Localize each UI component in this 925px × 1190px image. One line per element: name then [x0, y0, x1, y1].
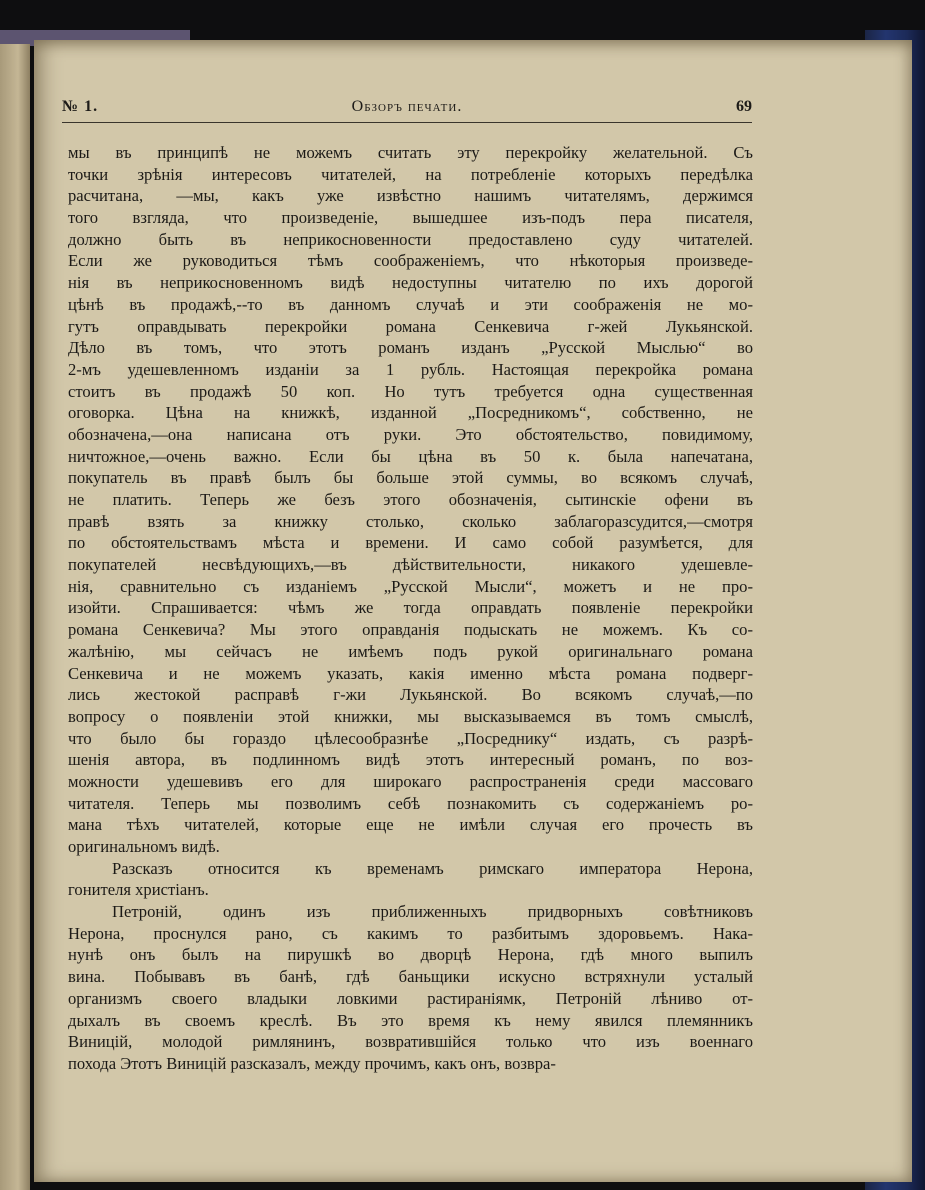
text-line: Если же руководиться тѣмъ соображеніемъ, что нѣкоторыя произведе- [68, 251, 753, 271]
text-line: романа Сенкевича? Мы этого оправданія подыскать не можемъ. Къ со- [68, 620, 753, 640]
text-line: читателя. Теперь мы позволимъ себѣ познакомить съ содержаніемъ ро- [68, 793, 753, 813]
text-line: расчитана, —мы, какъ уже извѣстно нашимъ читателямъ, держимся [68, 186, 753, 206]
text-line: жалѣнію, мы сейчасъ не имѣемъ подъ рукой оригинальнаго романа [68, 641, 753, 661]
text-line: мы въ принципѣ не можемъ считать эту перекройку желательной. Съ [68, 143, 753, 162]
text-line: нія, сравнительно съ изданіемъ „Русской Мысли“, можетъ и не про- [68, 576, 753, 596]
text-line: изойти. Спрашивается: чѣмъ же тогда оправдать появленіе перекройки [68, 598, 753, 618]
text-line: нунѣ онъ былъ на пирушкѣ во дворцѣ Нерона, гдѣ много выпилъ [68, 945, 753, 965]
text-line: обозначена,—она написана отъ руки. Это обстоятельство, повидимому, [68, 424, 753, 444]
text-line: вина. Побывавъ въ банѣ, гдѣ баньщики искусно встряхнули усталый [68, 967, 753, 987]
text-line: Разсказъ относится къ временамъ римскаго императора Нерона, [112, 858, 753, 878]
text-line: гутъ оправдывать перекройки романа Сенкевича г-жей Лукьянской. [68, 316, 753, 336]
text-line: покупатель въ правѣ былъ бы больше этой суммы, во всякомъ случаѣ, [68, 468, 753, 488]
text-line: организмъ своего владыки ловкими растираніямк, Петроній лѣниво от- [68, 988, 753, 1008]
text-line: шенія автора, въ подлинномъ видѣ этотъ интересный романъ, по воз- [68, 750, 753, 770]
text-line: Сенкевича и не можемъ указать, какія именно мѣста романа подверг- [68, 663, 753, 683]
text-line: дыхалъ въ своемъ креслѣ. Въ это время къ нему явился племянникъ [68, 1010, 753, 1030]
text-line: точки зрѣнія интересовъ читателей, на потребленіе которыхъ передѣлка [68, 164, 753, 184]
text-line: 2-мъ удешевленномъ изданіи за 1 рубль. Настоящая перекройка романа [68, 359, 753, 379]
text-line: цѣнѣ въ продажѣ,--то въ данномъ случаѣ и эти соображенія не мо- [68, 294, 753, 314]
text-line: оговорка. Цѣна на книжкѣ, изданной „Посредникомъ“, собственно, не [68, 403, 753, 423]
text-line: правѣ взять за книжку столько, сколько заблагоразсудится,—смотря [68, 511, 753, 531]
text-line: вопросу о появленіи этой книжки, мы высказываемся въ томъ смыслѣ, [68, 706, 753, 726]
text-line: того взгляда, что произведеніе, вышедшее изъ-подъ пера писателя, [68, 208, 753, 228]
text-line: покупателей несвѣдующихъ,—въ дѣйствительности, никакого удешевле- [68, 555, 753, 575]
page-number: 69 [736, 98, 752, 115]
text-line: должно быть въ неприкосновенности предоставлено суду читателей. [68, 229, 753, 249]
text-line: Петроній, одинъ изъ приближенныхъ придворныхъ совѣтниковъ [112, 902, 753, 922]
text-line: лись жестокой расправѣ г-жи Лукьянской. Во всякомъ случаѣ,—по [68, 685, 753, 705]
header-rule [62, 122, 752, 123]
text-line: гонителя христіанъ. [68, 880, 209, 900]
text-line: Виницій, молодой римлянинъ, возвратившійся только что изъ военнаго [68, 1032, 753, 1052]
text-line: ничтожное,—очень важно. Если бы цѣна въ 50 к. была напечатана, [68, 446, 753, 466]
page-header [62, 98, 752, 122]
text-line: Дѣло въ томъ, что этотъ романъ изданъ „Русской Мыслью“ во [68, 338, 753, 358]
text-line: можности удешевивъ его для широкаго распространенія среди массоваго [68, 771, 753, 791]
text-line: мана тѣхъ читателей, которые еще не имѣли случая его прочесть въ [68, 815, 753, 835]
text-line: что было бы гораздо цѣлесообразнѣе „Посреднику“ издать, съ разрѣ- [68, 728, 753, 748]
page-body [68, 142, 753, 1075]
text-line: оригинальномъ видѣ. [68, 837, 220, 856]
text-line: не платить. Теперь же безъ этого обозначенія, сытинскіе офени въ [68, 490, 753, 509]
issue-number: № 1. [62, 98, 99, 115]
text-line: Нерона, проснулся рано, съ какимъ то разбитымъ здоровьемъ. Нака- [68, 923, 753, 943]
left-page-edge [0, 44, 30, 1190]
running-title: Обзоръ печати. [351, 98, 463, 115]
text-line: стоитъ въ продажѣ 50 коп. Но тутъ требуется одна существенная [68, 381, 753, 401]
text-line: по обстоятельствамъ мѣста и времени. И само собой разумѣется, для [68, 533, 753, 553]
text-line: нія въ неприкосновенномъ видѣ недоступны читателю по ихъ дорогой [68, 273, 753, 293]
text-line: похода Этотъ Виницій разсказалъ, между прочимъ, какъ онъ, возвра- [68, 1053, 556, 1073]
